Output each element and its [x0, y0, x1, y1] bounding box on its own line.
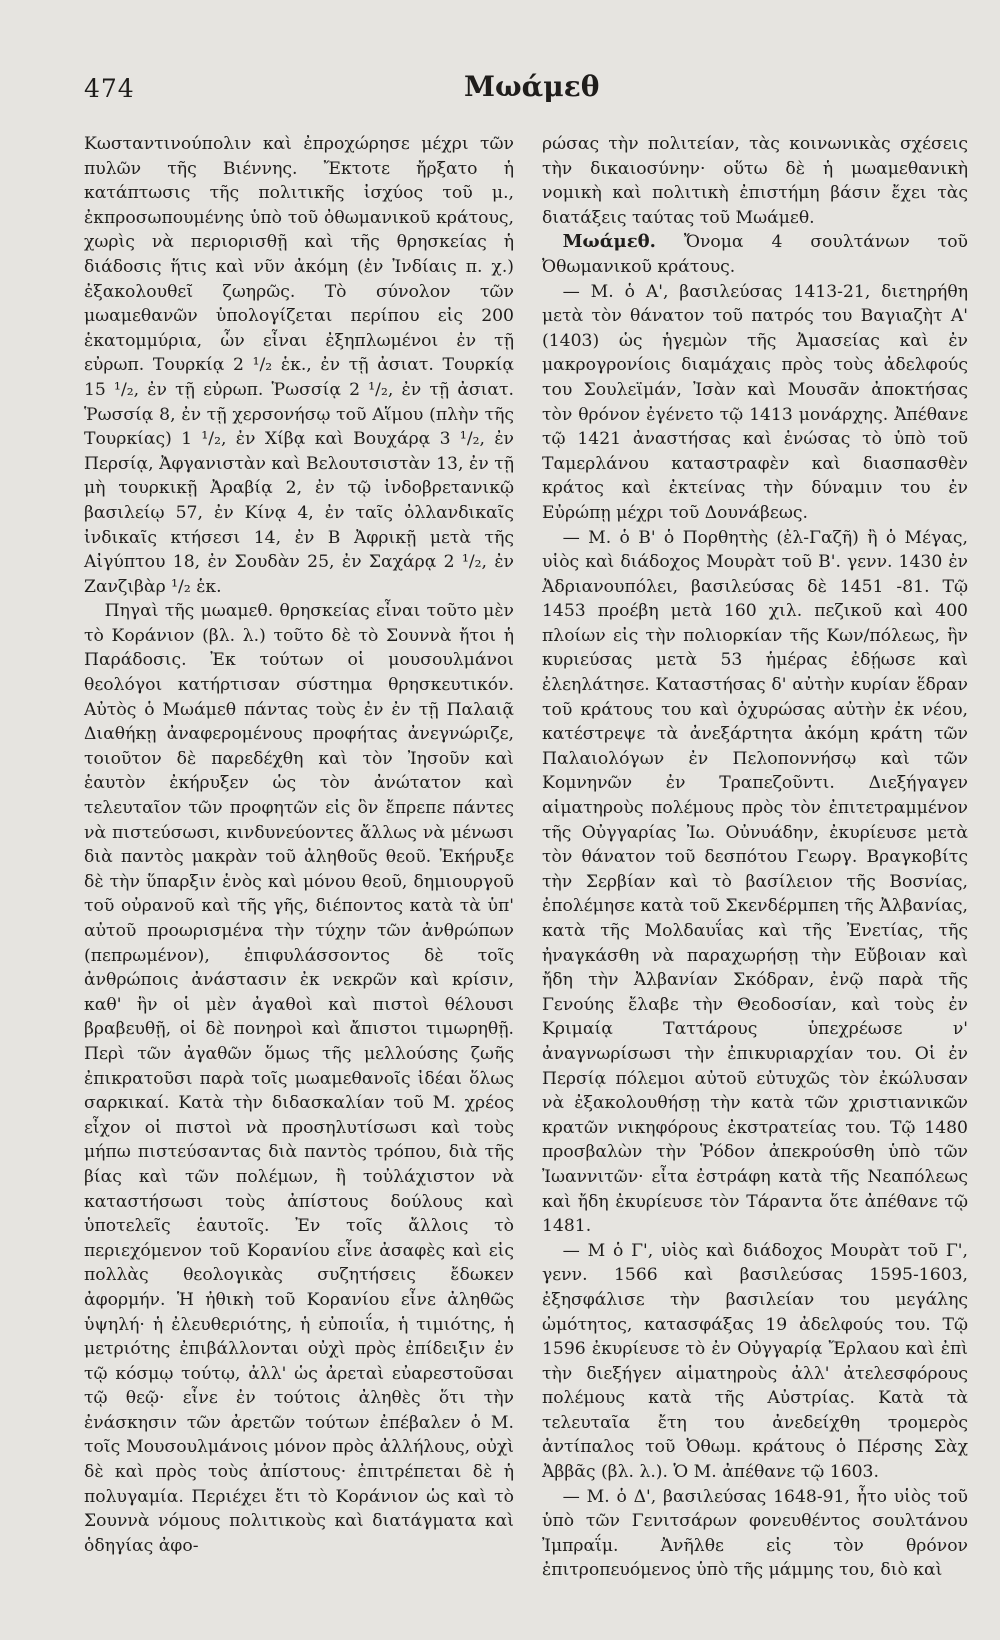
entry-headword: Μωάμεθ.	[562, 231, 656, 253]
entry-definition: Ὄνομα 4 σουλτάνων τοῦ Ὀθωμανικοῦ κράτους.	[542, 232, 968, 277]
right-column	[542, 132, 968, 1583]
entry-section-3: — Μ ὁ Γ', υἱὸς καὶ διάδοχος Μουρὰτ τοῦ Γ', γενν. 1566 καὶ βασιλεύσας 1595-1603, ἐξησφάλισε τὴν βασιλείαν του μεγάλης ὠμότητος, κατασφάξας 19 ἀδελφούς του. Τῷ 1596 ἐκυρίευσε τὸ ἐν Οὐγγαρίᾳ Ἔρλαου καὶ ἐπὶ τὴν διεξήγεν αἱματηροὺς ἀλλ' ἀτελεσφόρους πολέμους κατὰ τῆς Αὐστρίας. Κατὰ τὰ τελευταῖα ἔτη του ἀνεδείχθη τρομερὸς ἀντίπαλος τοῦ Ὀθωμ. κράτους ὁ Πέρσης Σὰχ Ἀββᾶς (βλ. λ.). Ὁ Μ. ἀπέθανε τῷ 1603.	[542, 1240, 968, 1483]
right-intro-paragraph: ρώσας τὴν πολιτείαν, τὰς κοινωνικὰς σχέσεις τὴν δικαιοσύνην· οὕτω δὲ ἡ μωαμεθανικὴ νομικὴ καὶ πολιτικὴ ἐπιστήμη βάσιν ἔχει τὰς διατάξεις ταύτας τοῦ Μωάμεθ.	[542, 134, 968, 228]
text-columns	[84, 132, 972, 1583]
left-column	[84, 132, 514, 1583]
entry-paragraph	[542, 230, 968, 279]
header-title: Μωάμεθ	[464, 70, 600, 103]
left-paragraph-2: Πηγαὶ τῆς μωαμεθ. θρησκείας εἶναι τοῦτο μὲν τὸ Κοράνιον (βλ. λ.) τοῦτο δὲ τὸ Σουννὰ ἤτοι ἡ Παράδοσις. Ἐκ τούτων οἱ μουσουλμάνοι θεολόγοι κατήρτισαν σύστημα θρησκευτικόν. Αὐτὸς ὁ Μωάμεθ πάντας τοὺς ἐν ἐν τῇ Παλαιᾷ Διαθήκῃ ἀναφερομένους προφήτας ἀνεγνώριζε, τοιοῦτον δὲ παρεδέχθη καὶ τὸν Ἰησοῦν καὶ ἑαυτὸν ἐκήρυξεν ὡς τὸν ἀνώτατον καὶ τελευταῖον τῶν προφητῶν εἰς ὃν ἔπρεπε πάντες νὰ πιστεύσωσι, κινδυνεύοντες ἄλλως νὰ μένωσι διὰ παντὸς μακρὰν τοῦ ἀληθοῦς θεοῦ. Ἐκήρυξε δὲ τὴν ὕπαρξιν ἑνὸς καὶ μόνου θεοῦ, δημιουργοῦ τοῦ οὐρανοῦ καὶ τῆς γῆς, διέποντος κατὰ τὰ ὑπ' αὐτοῦ προωρισμένα τὴν τύχην τῶν ἀνθρώπων (πεπρωμένον), ἐπιφυλάσσοντος δὲ τοῖς ἀνθρώποις ἀνάστασιν ἐκ νεκρῶν καὶ κρίσιν, καθ' ἣν οἱ μὲν ἀγαθοὶ καὶ πιστοὶ θέλουσι βραβευθῇ, οἱ δὲ πονηροὶ καὶ ἄπιστοι τιμωρηθῇ. Περὶ τῶν ἀγαθῶν ὅμως τῆς μελλούσης ζωῆς ἐπικρατοῦσι παρὰ τοῖς μωαμεθανοῖς ἰδέαι ὅλως σαρκικαί. Κατὰ τὴν διδασκαλίαν τοῦ Μ. χρέος εἶχον οἱ πιστοὶ νὰ προσηλυτίσωσι καὶ τοὺς μήπω πιστεύσαντας διὰ παντὸς τρόπου, διὰ τῆς βίας καὶ τῶν πολέμων, ἢ τοὐλάχιστον νὰ καταστήσωσι τοὺς ἀπίστους δούλους καὶ ὑποτελεῖς ἑαυτοῖς. Ἐν τοῖς ἄλλοις τὸ περιεχόμενον τοῦ Κορανίου εἶνε ἀσαφὲς καὶ εἰς πολλὰς θεολογικὰς συζητήσεις ἔδωκεν ἀφορμήν. Ἡ ἠθικὴ τοῦ Κορανίου εἶνε ἀληθῶς ὑψηλή· ἡ ἐλευθεριότης, ἡ εὐποιΐα, ἡ τιμιότης, ἡ μετριότης ἐπιβάλλονται οὐχὶ πρὸς ἐπίδειξιν ἐν τῷ κόσμῳ τούτῳ, ἀλλ' ὡς ἀρεταὶ εὐαρεστοῦσαι τῷ θεῷ· εἶνε ἐν τούτοις ἀληθὲς ὅτι τὴν ἐνάσκησιν τῶν ἀρετῶν τούτων ἐπέβαλεν ὁ Μ. τοῖς Μουσουλμάνοις μόνον πρὸς ἀλλήλους, οὐχὶ δὲ καὶ πρὸς τοὺς ἀπίστους· ἐπιτρέπεται δὲ ἡ πολυγαμία. Περιέχει ἔτι τὸ Κοράνιον ὡς καὶ τὸ Σουννὰ νόμους πολιτικοὺς καὶ διατάγματα καὶ ὁδηγίας ἀφο-	[84, 601, 514, 1556]
entry-section-1: — Μ. ὁ Α', βασιλεύσας 1413-21, διετηρήθη μετὰ τὸν θάνατον τοῦ πατρός του Βαγιαζὴτ Α' (1403) ὡς ἡγεμὼν τῆς Ἀμασείας καὶ ἐν μακρογρονίοις διαμάχαις πρὸς τοὺς ἀδελφούς του Σουλεϊμάν, Ἰσὰν καὶ Μουσᾶν ἀποκτήσας τὸν θρόνον ἐγένετο τῷ 1413 μονάρχης. Ἀπέθανε τῷ 1421 ἀναστήσας καὶ ἑνώσας τὸ ὑπὸ τοῦ Ταμερλάνου καταστραφὲν καὶ διασπασθὲν κράτος καὶ ἐκτείνας τὴν δύναμιν του ἐν Εὐρώπῃ μέχρι τοῦ Δουνάβεως.	[542, 281, 968, 523]
page-number: 474	[84, 74, 135, 103]
entry-section-2: — Μ. ὁ Β' ὁ Πορθητὴς (ἐλ-Γαζῆ) ἢ ὁ Μέγας, υἱὸς καὶ διάδοχος Μουρὰτ τοῦ Β'. γενν. 1430 ἐν Ἀδριανουπόλει, βασιλεύσας δὲ 1451 -81. Τῷ 1453 προέβη μετὰ 160 χιλ. πεζικοῦ καὶ 400 πλοίων εἰς τὴν πολιορκίαν τῆς Κων/πόλεως, ἣν κυριεύσας μετὰ 53 ἡμέρας ἐδῄωσε καὶ ἐλεηλάτησε. Καταστήσας δ' αὐτὴν κυρίαν ἕδραν τοῦ κράτους του καὶ ὀχυρώσας αὐτὴν ἐκ νέου, κατέστρεψε τὰ ἀνεξάρτητα ἀκόμη κράτη τῶν Παλαιολόγων ἐν Πελοποννήσῳ καὶ τῶν Κομνηνῶν ἐν Τραπεζοῦντι. Διεξήγαγεν αἱματηροὺς πολέμους πρὸς τὸν ἐπιτετραμμένον τῆς Οὐγγαρίας Ἰω. Οὐνυάδην, ἐκυρίευσε μετὰ τὸν θάνατον τοῦ δεσπότου Γεωργ. Βραγκοβίτς τὴν Σερβίαν καὶ τὸ βασίλειον τῆς Βοσνίας, ἐπολέμησε κατὰ τοῦ Σκενδέρμπεη τῆς Ἀλβανίας, κατὰ τῆς Μολδαυΐας καὶ τῆς Ἐνετίας, τῆς ἠναγκάσθη νὰ παραχωρήσῃ τὴν Εὔβοιαν καὶ ἤδη τὴν Ἀλβανίαν Σκόδραν, ἐνῷ παρὰ τῆς Γενούης ἔλαβε τὴν Θεοδοσίαν, καὶ τοὺς ἐν Κριμαίᾳ Ταττάρους ὑπεχρέωσε ν' ἀναγνωρίσωσι τὴν ἐπικυριαρχίαν του. Οἱ ἐν Περσίᾳ πόλεμοι αὐτοῦ εὐτυχῶς τὸν ἐκώλυσαν νὰ ἐξακολουθήσῃ τὴν κατὰ τῶν χριστιανικῶν κρατῶν νικηφόρους ἐκστρατείας του. Τῷ 1480 προσβαλὼν τὴν Ῥόδον ἀπεκρούσθη ὑπὸ τῶν Ἰωαννιτῶν· εἶτα ἐστράφη κατὰ τῆς Νεαπόλεως καὶ ἤδη ἐκυρίευσε τὸν Τάραντα ὅτε ἀπέθανε τῷ 1481.	[542, 527, 968, 1237]
running-head	[84, 62, 972, 120]
entry-section-4: — Μ. ὁ Δ', βασιλεύσας 1648-91, ἦτο υἱὸς τοῦ ὑπὸ τῶν Γενιτσάρων φονευθέντος σουλτάνου Ἰμπραΐμ. Ἀνῆλθε εἰς τὸν θρόνον ἐπιτροπευόμενος ὑπὸ τῆς μάμμης του, διὸ καὶ	[542, 1486, 968, 1581]
left-paragraph-1: Κωσταντινούπολιν καὶ ἐπροχώρησε μέχρι τῶν πυλῶν τῆς Βιέννης. Ἔκτοτε ἤρξατο ἡ κατάπτωσις τῆς πολιτικῆς ἰσχύος τοῦ μ., ἐκπροσωπουμένης ὑπὸ τοῦ ὀθωμανικοῦ κράτους, χωρὶς νὰ περιορισθῇ καὶ τῆς θρησκείας ἡ διάδοσις ἥτις καὶ νῦν ἀκόμη (ἐν Ἰνδίαις π. χ.) ἐξακολουθεῖ ζωηρῶς. Τὸ σύνολον τῶν μωαμεθανῶν ὑπολογίζεται περίπου εἰς 200 ἑκατομμύρια, ὧν εἶναι ἐξηπλωμένοι ἐν τῇ εὐρωπ. Τουρκίᾳ 2 ¹/₂ ἑκ., ἐν τῇ ἀσιατ. Τουρκίᾳ 15 ¹/₂, ἐν τῇ εὐρωπ. Ῥωσσίᾳ 2 ¹/₂, ἐν τῇ ἀσιατ. Ῥωσσίᾳ 8, ἐν τῇ χερσονήσῳ τοῦ Αἵμου (πλὴν τῆς Τουρκίας) 1 ¹/₂, ἐν Χίβᾳ καὶ Βουχάρᾳ 3 ¹/₂, ἐν Περσίᾳ, Ἀφγανιστὰν καὶ Βελουτσιστὰν 13, ἐν τῇ μὴ τουρκικῇ Ἀραβίᾳ 2, ἐν τῷ ἰνδοβρετανικῷ βασιλείῳ 57, ἐν Κίνᾳ 4, ἐν ταῖς ὀλλανδικαῖς ἰνδικαῖς κτήσεσι 14, ἐν Β Ἀφρικῇ μετὰ τῆς Αἰγύπτου 18, ἐν Σουδὰν 25, ἐν Σαχάρᾳ 2 ¹/₂, ἐν Ζανζιβὰρ ¹/₂ ἑκ.	[84, 134, 514, 597]
